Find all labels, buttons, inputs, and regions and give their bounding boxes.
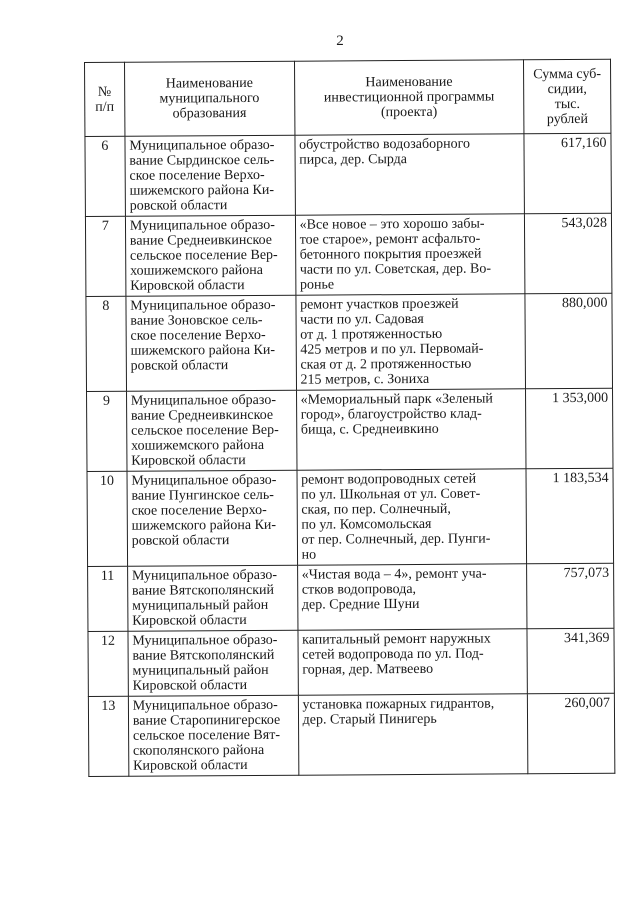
program-line: стков водопровода,: [301, 581, 417, 598]
municipality-line: Кировской области: [133, 758, 248, 774]
municipality-line: скополянского района: [132, 742, 265, 759]
municipality-line: Кировской области: [130, 278, 245, 294]
municipality-line: Кировской области: [131, 453, 246, 469]
municipality-line: сельское поселение Вер-: [131, 422, 279, 439]
municipality-cell: [125, 135, 295, 216]
header-line: Наименование: [165, 75, 253, 92]
header-line: образования: [172, 106, 247, 122]
municipality-line: хошижемского района: [130, 262, 264, 279]
subsidy-amount: 543,028: [525, 213, 612, 294]
municipality-line: шижемского района Ки-: [129, 182, 275, 199]
municipality-line: Муниципальное образо-: [132, 697, 278, 714]
municipality-line: сельское поселение Вят-: [132, 727, 281, 744]
municipality-cell: [127, 470, 297, 566]
header-program: [294, 60, 524, 135]
row-number: 12: [88, 631, 128, 696]
program-line: дер. Средние Шуни: [301, 596, 420, 613]
header-line: рублей: [546, 111, 589, 127]
table-row: [87, 388, 613, 471]
program-line: установка пожарных гидрантов,: [302, 696, 495, 713]
row-number: 7: [85, 216, 125, 296]
municipality-line: Кировской области: [132, 613, 247, 629]
municipality-line: Муниципальное образо-: [131, 472, 277, 489]
program-line: по ул. Комсомольская: [301, 516, 432, 533]
table-row: [88, 628, 614, 696]
row-number: 9: [87, 391, 127, 471]
header-line: №: [97, 84, 112, 100]
table-body: [85, 133, 615, 776]
program-line: капитальный ремонт наружных: [302, 631, 491, 648]
header-line: Сумма суб-: [533, 66, 602, 82]
municipality-line: сельское поселение Вер-: [129, 247, 278, 264]
municipality-line: вание Вятскополянский: [132, 647, 275, 664]
municipality-cell: [128, 630, 298, 696]
program-cell: [296, 294, 526, 390]
header-sum: [524, 59, 611, 134]
municipality-cell: [125, 215, 295, 296]
header-municipality: [124, 61, 294, 136]
municipality-line: вание Зоновское сель-: [130, 312, 263, 329]
page-number: 2: [336, 33, 344, 49]
program-line: 215 метров, с. Зониха: [300, 371, 430, 388]
municipality-cell: [127, 565, 297, 631]
municipality-line: вание Старопинигерское: [132, 712, 281, 729]
program-line: бища, с. Среднеивкино: [300, 421, 439, 438]
row-number: 6: [85, 136, 125, 216]
program-line: дер. Старый Пинигерь: [302, 711, 437, 728]
municipality-line: Кировской области: [132, 678, 248, 694]
municipality-line: ровской области: [130, 358, 229, 374]
municipality-line: Муниципальное образо-: [129, 137, 275, 154]
municipality-line: вание Среднеивкинское: [130, 407, 274, 424]
municipality-line: вание Сырдинское сель-: [129, 152, 275, 169]
row-number: 8: [86, 296, 126, 391]
subsidy-amount: 1 183,534: [526, 468, 613, 564]
table-row: [86, 293, 613, 391]
municipality-line: Муниципальное образо-: [132, 632, 278, 649]
program-line: пирса, дер. Сырда: [299, 152, 408, 168]
subsidy-amount: 757,073: [527, 563, 614, 629]
program-cell: [298, 629, 528, 695]
program-line: ронье: [299, 277, 335, 293]
municipality-line: ровской области: [129, 198, 228, 214]
subsidy-amount: 617,160: [524, 133, 611, 214]
program-line: «Мемориальный парк «Зеленый: [300, 391, 493, 408]
municipality-line: вание Вятскополянский: [131, 582, 275, 599]
program-line: но: [301, 547, 317, 563]
program-cell: [295, 214, 525, 295]
program-line: тое старое», ремонт асфальто-: [299, 231, 481, 248]
table-row: [87, 468, 614, 566]
header-line: сидии,: [547, 81, 587, 97]
program-line: ская, по пер. Солнечный,: [301, 501, 451, 518]
subsidy-table: [84, 59, 615, 777]
program-line: от пер. Солнечный, дер. Пунги-: [301, 531, 491, 548]
program-cell: [296, 389, 526, 470]
municipality-cell: [126, 295, 296, 391]
program-cell: [295, 134, 525, 215]
municipality-line: шижемского района Ки-: [130, 342, 276, 359]
subsidy-amount: 880,000: [525, 293, 612, 389]
subsidy-amount: 341,369: [527, 628, 614, 694]
program-line: горная, дер. Матвеево: [302, 661, 434, 678]
municipality-line: вание Среднеивкинское: [129, 232, 273, 249]
subsidy-amount: 260,007: [527, 693, 614, 774]
program-line: обустройство водозаборного: [299, 136, 471, 153]
municipality-line: ское поселение Верхо-: [129, 167, 265, 184]
table-row: [88, 693, 614, 776]
municipality-line: шижемского района Ки-: [131, 517, 277, 534]
row-number: 10: [87, 471, 127, 566]
program-line: бетонного покрытия проезжей: [299, 246, 482, 263]
municipality-line: муниципальный район: [132, 662, 269, 679]
row-number: 13: [88, 696, 128, 776]
subsidy-amount: 1 353,000: [526, 388, 613, 469]
municipality-line: Муниципальное образо-: [130, 297, 276, 314]
program-line: «Чистая вода – 4», ремонт уча-: [301, 566, 487, 583]
program-line: сетей водопровода по ул. Под-: [302, 646, 484, 663]
row-number: 11: [88, 566, 128, 631]
program-line: ремонт водопроводных сетей: [301, 471, 477, 488]
header-line: Наименование: [365, 74, 453, 91]
municipality-line: ровской области: [131, 533, 230, 549]
program-line: «Все новое – это хорошо забы-: [299, 216, 485, 233]
program-cell: [297, 469, 527, 565]
municipality-line: вание Пунгинское сель-: [131, 487, 274, 504]
municipality-line: Муниципальное образо-: [130, 392, 277, 409]
header-line: п/п: [95, 99, 115, 115]
table-header-row: [85, 59, 611, 136]
municipality-line: хошижемского района: [131, 437, 265, 454]
program-line: от д. 1 протяженностью: [300, 326, 443, 343]
table-row: [88, 563, 614, 631]
program-line: ремонт участков проезжей: [300, 296, 459, 313]
municipality-cell: [126, 390, 296, 471]
program-line: части по ул. Садовая: [300, 311, 424, 328]
municipality-line: муниципальный район: [132, 597, 269, 614]
program-cell: [297, 564, 527, 630]
table-row: [85, 213, 611, 296]
municipality-line: ское поселение Верхо-: [131, 502, 267, 519]
program-line: ская от д. 2 протяженностью: [300, 356, 472, 373]
table-row: [85, 133, 611, 216]
header-line: муниципального: [159, 90, 260, 107]
header-line: инвестиционной программы: [323, 89, 495, 106]
header-line: (проекта): [380, 104, 438, 121]
municipality-cell: [128, 695, 298, 776]
municipality-line: ское поселение Верхо-: [130, 327, 266, 344]
header-no: [85, 62, 125, 136]
program-line: части по ул. Советская, дер. Во-: [299, 261, 492, 278]
program-line: по ул. Школьная от ул. Совет-: [301, 486, 481, 503]
municipality-line: Муниципальное образо-: [131, 567, 278, 584]
program-line: город», благоустройство клад-: [300, 406, 482, 423]
header-line: тыс.: [554, 96, 580, 112]
municipality-line: Муниципальное образо-: [129, 217, 275, 234]
program-cell: [298, 694, 528, 775]
program-line: 425 метров и по ул. Первомай-: [300, 341, 484, 358]
